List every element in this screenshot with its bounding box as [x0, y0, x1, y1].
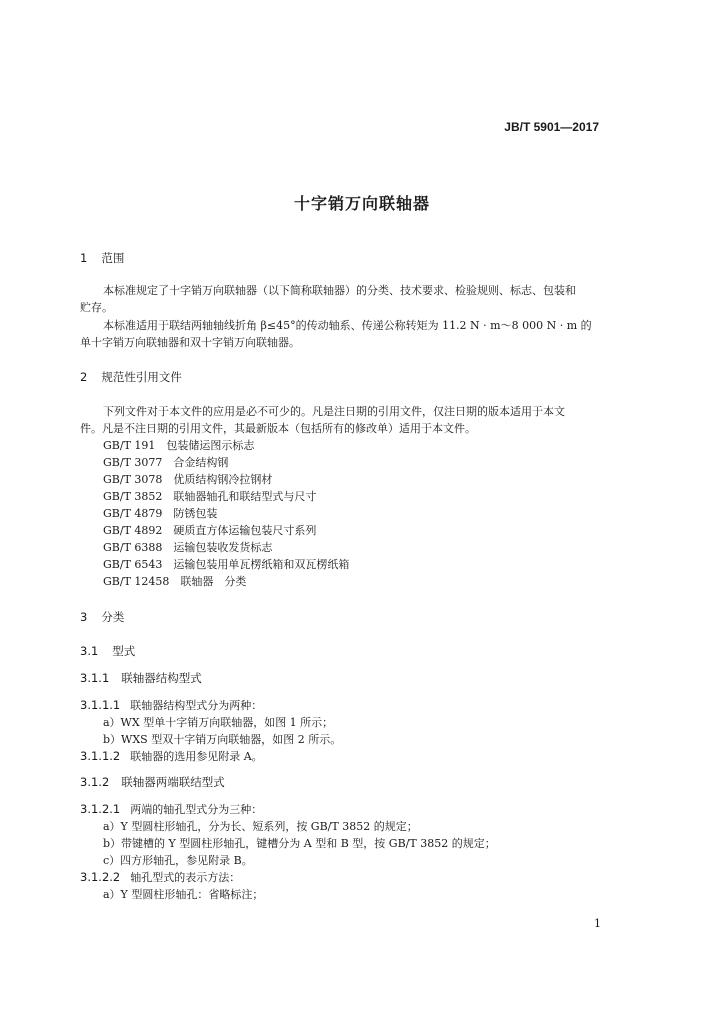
- paragraph-line: 单十字销万向联轴器和双十字销万向联轴器。: [80, 336, 300, 349]
- reference-name: 联轴器 分类: [180, 575, 247, 588]
- list-item: a）Y 型圆柱形轴孔：省略标注；: [103, 888, 264, 901]
- section-number: 3.1.1: [80, 671, 110, 685]
- section-number: 3.1: [80, 644, 99, 658]
- paragraph-line: 本标准适用于联结两轴轴线折角 β≤45°的传动轴系、传递公称转矩为 11.2 N · m～8 000 N · m 的: [103, 319, 592, 332]
- subsection-heading: [80, 643, 135, 659]
- paragraph-line: 本标准规定了十字销万向联轴器（以下简称联轴器）的分类、技术要求、检验规则、标志、包装和: [103, 284, 576, 297]
- reference-item: [103, 556, 349, 572]
- section-title: 范围: [101, 251, 125, 265]
- section-1-heading: [80, 250, 124, 266]
- clause-number: 3.1.1.1: [80, 698, 121, 712]
- reference-item: [103, 454, 228, 470]
- section-number: 3: [80, 610, 88, 624]
- reference-code: GB/T 3078: [103, 473, 163, 486]
- clause-number: 3.1.2.1: [80, 802, 121, 816]
- reference-item: [103, 437, 254, 453]
- section-title: 规范性引用文件: [101, 370, 182, 384]
- section-number: 1: [80, 251, 88, 265]
- list-item: a）WX 型单十字销万向联轴器，如图 1 所示；: [103, 716, 334, 729]
- clause-number: 3.1.2.2: [80, 870, 121, 884]
- page-number: 1: [594, 917, 601, 930]
- clause-text: 轴孔型式的表示方法：: [130, 871, 241, 884]
- reference-code: GB/T 191: [103, 439, 156, 452]
- clause-number: 3.1.1.2: [80, 749, 121, 763]
- section-number: 3.1.2: [80, 775, 110, 789]
- section-number: 2: [80, 370, 88, 384]
- paragraph-line: 下列文件对于本文件的应用是必不可少的。凡是注日期的引用文件，仅注日期的版本适用于本文: [103, 405, 565, 418]
- reference-item: [103, 505, 217, 521]
- list-item: b）WXS 型双十字销万向联轴器，如图 2 所示。: [103, 733, 342, 746]
- clause-text: 联轴器的选用参见附录 A。: [130, 750, 263, 763]
- reference-name: 运输包装用单瓦楞纸箱和双瓦楞纸箱: [173, 558, 350, 571]
- standard-number: JB/T 5901—2017: [504, 120, 599, 134]
- reference-name: 防锈包装: [173, 507, 218, 520]
- reference-code: GB/T 6388: [103, 541, 163, 554]
- section-title: 联轴器结构型式: [121, 671, 202, 685]
- subsection-heading: [80, 774, 225, 790]
- reference-code: GB/T 4892: [103, 524, 163, 537]
- clause: [80, 697, 262, 713]
- list-item: b）带键槽的 Y 型圆柱形轴孔，键槽分为 A 型和 B 型，按 GB/T 3852 的规定；: [103, 837, 496, 850]
- reference-name: 硬质直方体运输包装尺寸系列: [173, 524, 317, 537]
- section-title: 型式: [112, 644, 136, 658]
- clause-text: 联轴器结构型式分为两种：: [130, 699, 263, 712]
- document-title: 十字销万向联轴器: [293, 194, 430, 213]
- clause: [80, 801, 262, 817]
- reference-item: [103, 488, 316, 504]
- reference-name: 联轴器轴孔和联结型式与尺寸: [173, 490, 317, 503]
- reference-item: [103, 471, 272, 487]
- list-item: a）Y 型圆柱形轴孔，分为长、短系列，按 GB/T 3852 的规定；: [103, 820, 418, 833]
- section-title: 分类: [101, 610, 125, 624]
- list-item: c）四方形轴孔，参见附录 B。: [103, 854, 253, 867]
- clause: [80, 748, 263, 764]
- reference-name: 优质结构钢冷拉钢材: [173, 473, 273, 486]
- reference-name: 运输包装收发货标志: [173, 541, 273, 554]
- reference-item: [103, 539, 272, 555]
- reference-name: 包装储运图示标志: [166, 439, 255, 452]
- subsection-heading: [80, 670, 202, 686]
- reference-code: GB/T 3077: [103, 456, 163, 469]
- reference-name: 合金结构钢: [173, 456, 229, 469]
- paragraph-line: 件。凡是不注日期的引用文件，其最新版本（包括所有的修改单）适用于本文件。: [80, 422, 476, 435]
- paragraph-line: 贮存。: [80, 301, 113, 314]
- reference-code: GB/T 12458: [103, 575, 170, 588]
- clause: [80, 869, 240, 885]
- reference-code: GB/T 4879: [103, 507, 163, 520]
- reference-code: GB/T 6543: [103, 558, 163, 571]
- section-2-heading: [80, 369, 182, 385]
- reference-item: [103, 573, 246, 589]
- reference-code: GB/T 3852: [103, 490, 163, 503]
- clause-text: 两端的轴孔型式分为三种：: [130, 803, 263, 816]
- reference-item: [103, 522, 316, 538]
- section-title: 联轴器两端联结型式: [121, 775, 225, 789]
- section-3-heading: [80, 609, 124, 625]
